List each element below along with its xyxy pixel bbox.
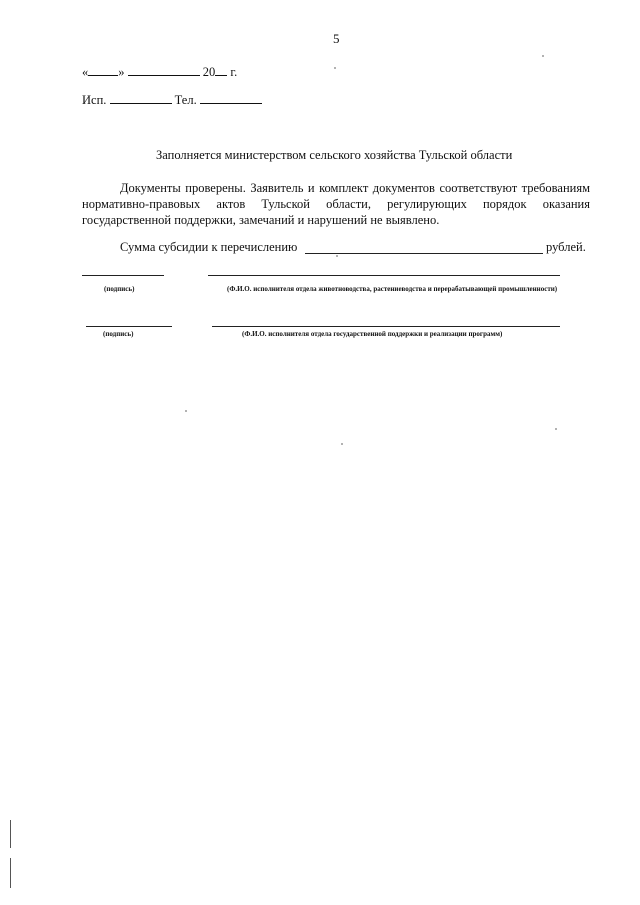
year-prefix: 20: [202, 65, 216, 79]
executor-blank: [110, 92, 172, 104]
name-caption: (Ф.И.О. исполнителя отдела животноводства, растениеводства и перерабатывающей промышленности): [227, 285, 558, 293]
signature-caption: (подпись): [103, 330, 134, 338]
paragraph-line: государственной поддержки, замечаний и нарушений не выявлено.: [82, 213, 440, 227]
subsidy-label: Сумма субсидии к перечислению: [120, 240, 298, 254]
signature-line: [82, 275, 164, 276]
subsidy-unit: рублей.: [546, 240, 586, 254]
scan-edge-mark: [10, 858, 11, 888]
scan-edge-mark: [10, 820, 11, 848]
year-suffix: г.: [230, 65, 238, 79]
signature-line: [86, 326, 172, 327]
executor-label: Исп.: [82, 93, 107, 107]
date-line: [82, 64, 237, 80]
name-line: [208, 275, 560, 276]
scan-speck: [542, 55, 544, 57]
name-caption: (Ф.И.О. исполнителя отдела государственной поддержки и реализации программ): [242, 330, 503, 338]
executor-line: [82, 92, 262, 108]
month-blank: [128, 64, 200, 76]
close-quote: »: [118, 65, 125, 79]
year-blank: [215, 64, 227, 76]
scan-speck: [555, 428, 557, 430]
verification-paragraph: [82, 180, 590, 228]
phone-label: Тел.: [174, 93, 197, 107]
name-line: [212, 326, 560, 327]
phone-blank: [200, 92, 262, 104]
paragraph-line: Документы проверены. Заявитель и комплект документов соответствуют требованиям: [120, 181, 590, 195]
open-quote: «: [82, 65, 89, 79]
paragraph-line: нормативно-правовых актов Тульской области, регулирующих порядок оказания: [82, 197, 590, 211]
section-heading: Заполняется министерством сельского хозяйства Тульской области: [156, 148, 513, 162]
scan-speck: [341, 443, 343, 445]
day-blank: [88, 64, 118, 76]
subsidy-amount-blank: [305, 253, 543, 254]
scan-speck: [336, 255, 338, 257]
scan-speck: [334, 67, 336, 69]
scan-speck: [185, 410, 187, 412]
page-number: 5: [333, 31, 340, 46]
signature-caption: (подпись): [104, 285, 135, 293]
